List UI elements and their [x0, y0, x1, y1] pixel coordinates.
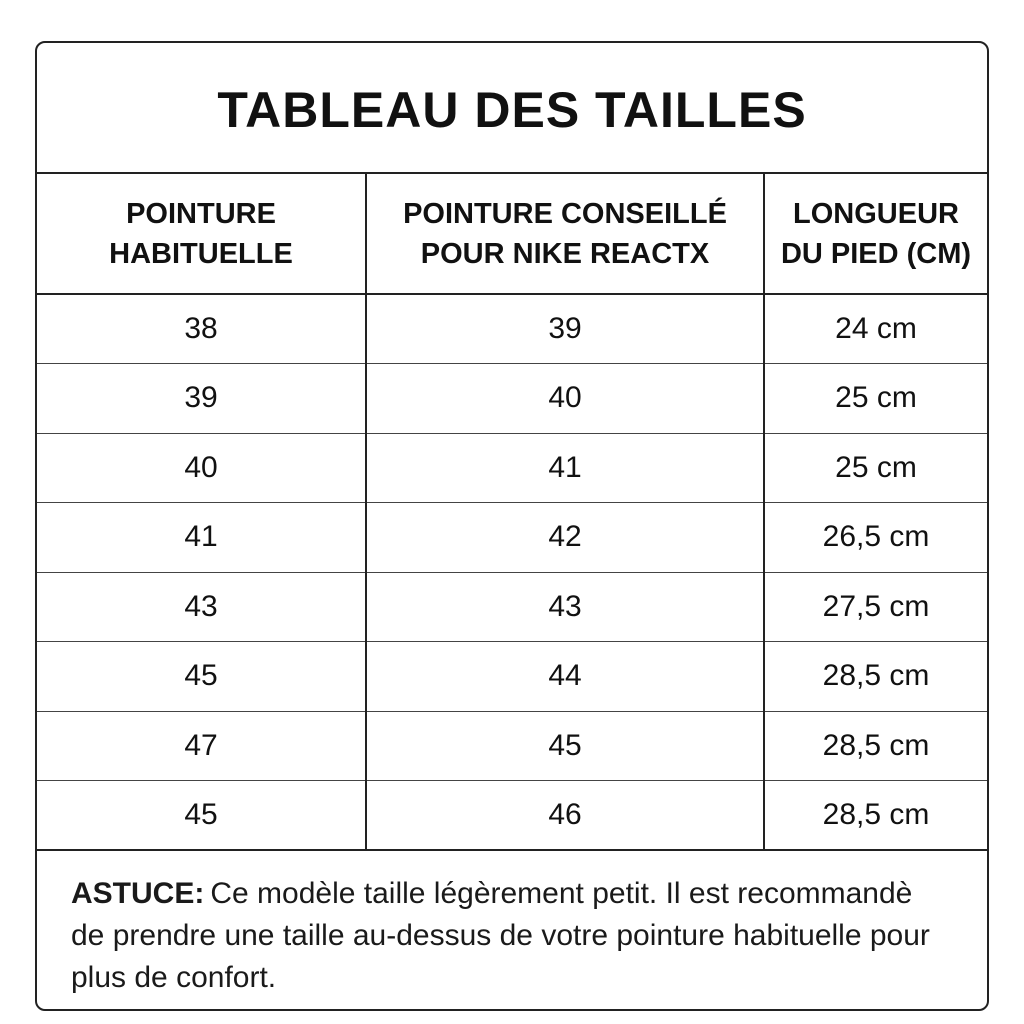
cell-recommended-size: 39 [366, 294, 764, 364]
header-foot-length: LONGUEUR DU PIED (CM) [764, 174, 987, 294]
page-title: TABLEAU DES TAILLES [217, 81, 807, 138]
cell-foot-length: 28,5 cm [764, 711, 987, 781]
tip-text: Ce modèle taille légèrement petit. Il est recommandè de prendre une taille au-dessus de votre pointure habituelle pour plus de confort. [71, 877, 930, 994]
table-row [37, 642, 987, 712]
cell-foot-length: 27,5 cm [764, 572, 987, 642]
cell-recommended-size: 41 [366, 433, 764, 503]
cell-usual-size: 41 [37, 503, 366, 573]
cell-usual-size: 43 [37, 572, 366, 642]
cell-usual-size: 38 [37, 294, 366, 364]
header-recommended-size: POINTURE CONSEILLÉ POUR NIKE REACTX [366, 174, 764, 294]
cell-recommended-size: 40 [366, 364, 764, 434]
cell-usual-size: 45 [37, 642, 366, 712]
cell-foot-length: 26,5 cm [764, 503, 987, 573]
title-row [37, 43, 987, 174]
cell-foot-length: 25 cm [764, 433, 987, 503]
cell-usual-size: 45 [37, 781, 366, 851]
tip-label: ASTUCE: [71, 877, 205, 910]
cell-usual-size: 47 [37, 711, 366, 781]
cell-foot-length: 24 cm [764, 294, 987, 364]
header-usual-size: POINTURE HABITUELLE [37, 174, 366, 294]
cell-foot-length: 25 cm [764, 364, 987, 434]
table-row [37, 711, 987, 781]
tip-note [37, 851, 987, 999]
table-row [37, 503, 987, 573]
table-row [37, 781, 987, 851]
cell-foot-length: 28,5 cm [764, 642, 987, 712]
cell-usual-size: 40 [37, 433, 366, 503]
table-row [37, 572, 987, 642]
cell-recommended-size: 43 [366, 572, 764, 642]
table-row [37, 364, 987, 434]
cell-foot-length: 28,5 cm [764, 781, 987, 851]
cell-recommended-size: 44 [366, 642, 764, 712]
cell-recommended-size: 42 [366, 503, 764, 573]
cell-recommended-size: 45 [366, 711, 764, 781]
size-table [37, 174, 987, 851]
cell-usual-size: 39 [37, 364, 366, 434]
size-chart-card [35, 41, 989, 1011]
cell-recommended-size: 46 [366, 781, 764, 851]
table-header-row [37, 174, 987, 294]
table-row [37, 433, 987, 503]
table-row [37, 294, 987, 364]
